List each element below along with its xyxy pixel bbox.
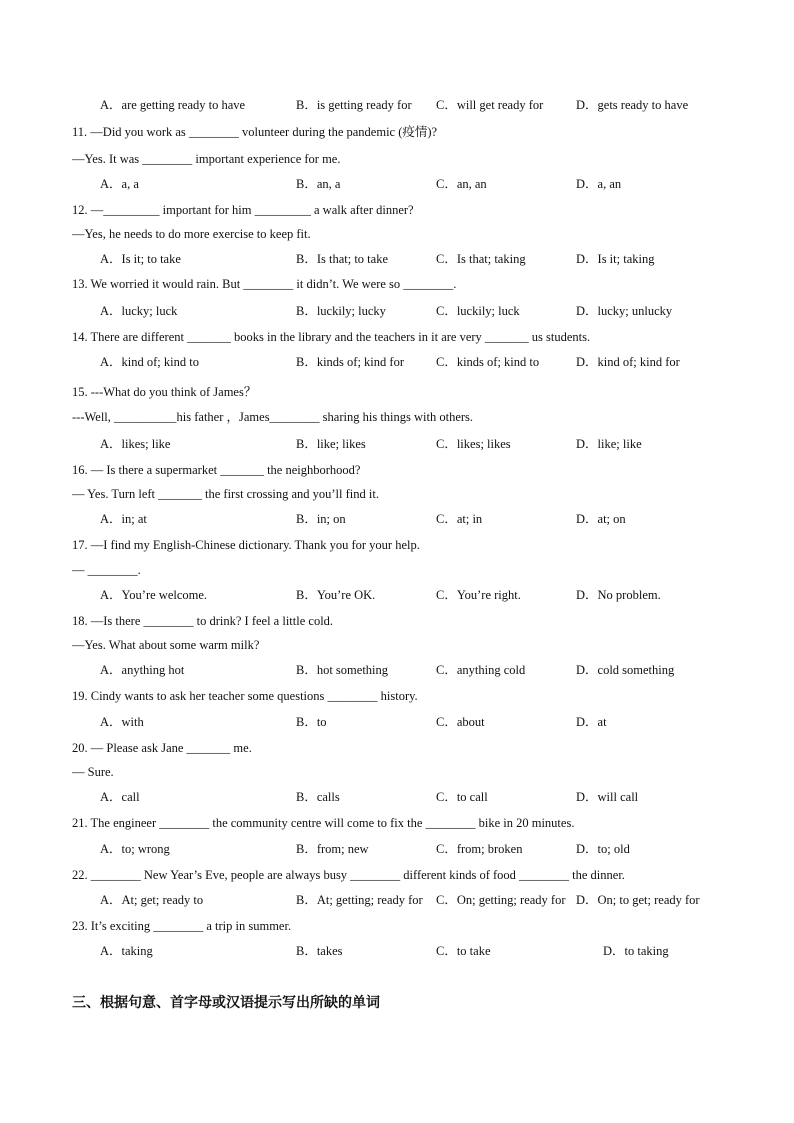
answer-option: B．is getting ready for <box>296 98 412 112</box>
question-text: 12. —_________ important for him _________ a walk after dinner? <box>72 203 414 217</box>
answer-option: A．to; wrong <box>100 842 170 856</box>
answer-option: B．At; getting; ready for <box>296 893 423 907</box>
answer-option: D．gets ready to have <box>576 98 689 112</box>
answer-option: B．takes <box>296 944 343 958</box>
answer-option: C．from; broken <box>436 842 523 856</box>
answer-option: C．at; in <box>436 512 483 526</box>
answer-option: C．will get ready for <box>436 98 544 112</box>
answer-option: A．a, a <box>100 177 139 191</box>
answer-option: A．in; at <box>100 512 147 526</box>
answer-option: B．kinds of; kind for <box>296 355 404 369</box>
answer-option: D．a, an <box>576 177 622 191</box>
answer-option: B．from; new <box>296 842 369 856</box>
answer-option: D．will call <box>576 790 639 804</box>
answer-option: B．hot something <box>296 663 389 677</box>
answer-option: D．No problem. <box>576 588 661 602</box>
question-text: 23. It’s exciting ________ a trip in summer. <box>72 919 292 933</box>
question-text: — ________. <box>72 563 141 577</box>
question-text: 18. —Is there ________ to drink? I feel a little cold. <box>72 614 334 628</box>
answer-option: B．calls <box>296 790 340 804</box>
answer-option: A．lucky; luck <box>100 304 178 318</box>
answer-option: B．like; likes <box>296 437 366 451</box>
answer-option: C．On; getting; ready for <box>436 893 566 907</box>
answer-option: C．You’re right. <box>436 588 521 602</box>
question-text: 16. — Is there a supermarket _______ the neighborhood? <box>72 463 361 477</box>
question-text: — Sure. <box>72 765 114 779</box>
answer-option: D．Is it; taking <box>576 252 655 266</box>
answer-option: D．cold something <box>576 663 675 677</box>
question-text: 22. ________ New Year’s Eve, people are always busy ________ different kinds of food ________ the dinner. <box>72 868 625 882</box>
answer-option: D．at; on <box>576 512 626 526</box>
answer-option: C．to call <box>436 790 488 804</box>
answer-option: C．to take <box>436 944 491 958</box>
answer-option: A．are getting ready to have <box>100 98 246 112</box>
question-text: 13. We worried it would rain. But ________ it didn’t. We were so ________. <box>72 277 457 291</box>
question-text: 21. The engineer ________ the community centre will come to fix the ________ bike in 20 minutes. <box>72 816 575 830</box>
section-heading: 三、根据句意、首字母或汉语提示写出所缺的单词 <box>72 995 380 1011</box>
question-text: —Yes. What about some warm milk? <box>72 638 260 652</box>
question-text: 20. — Please ask Jane _______ me. <box>72 741 252 755</box>
answer-option: A．kind of; kind to <box>100 355 199 369</box>
answer-option: B．luckily; lucky <box>296 304 386 318</box>
question-text: —Yes, he needs to do more exercise to keep fit. <box>72 227 311 241</box>
answer-option: C．kinds of; kind to <box>436 355 540 369</box>
question-text: —Yes. It was ________ important experience for me. <box>72 152 341 166</box>
answer-option: C．Is that; taking <box>436 252 526 266</box>
answer-option: A．You’re welcome. <box>100 588 208 602</box>
answer-option: B．in; on <box>296 512 346 526</box>
answer-option: A．with <box>100 715 144 729</box>
answer-option: B．You’re OK. <box>296 588 376 602</box>
answer-option: A．call <box>100 790 140 804</box>
answer-option: D．to; old <box>576 842 630 856</box>
answer-option: A．anything hot <box>100 663 185 677</box>
answer-option: A．taking <box>100 944 153 958</box>
question-text: 15. ---What do you think of James？ <box>72 385 257 399</box>
answer-option: A．Is it; to take <box>100 252 181 266</box>
answer-option: D．to taking <box>603 944 669 958</box>
question-text: 17. —I find my English-Chinese dictionary. Thank you for your help. <box>72 538 420 552</box>
answer-option: D．like; like <box>576 437 642 451</box>
answer-option: B．Is that; to take <box>296 252 388 266</box>
answer-option: B．an, a <box>296 177 341 191</box>
answer-option: C．about <box>436 715 485 729</box>
question-text: 19. Cindy wants to ask her teacher some questions ________ history. <box>72 689 418 703</box>
question-text: ---Well, __________his father ，James________ sharing his things with others. <box>72 410 474 424</box>
answer-option: A．likes; like <box>100 437 171 451</box>
answer-option: C．likes; likes <box>436 437 511 451</box>
question-text: — Yes. Turn left _______ the first crossing and you’ll find it. <box>72 487 379 501</box>
answer-option: D．at <box>576 715 607 729</box>
question-text: 14. There are different _______ books in the library and the teachers in it are very _______ us students. <box>72 330 591 344</box>
question-text: 11. —Did you work as ________ volunteer during the pandemic (疫情)? <box>72 125 438 139</box>
answer-option: D．lucky; unlucky <box>576 304 673 318</box>
answer-option: D．On; to get; ready for <box>576 893 700 907</box>
answer-option: D．kind of; kind for <box>576 355 680 369</box>
answer-option: C．an, an <box>436 177 487 191</box>
answer-option: C．anything cold <box>436 663 526 677</box>
answer-option: C．luckily; luck <box>436 304 520 318</box>
answer-option: A．At; get; ready to <box>100 893 204 907</box>
answer-option: B．to <box>296 715 327 729</box>
